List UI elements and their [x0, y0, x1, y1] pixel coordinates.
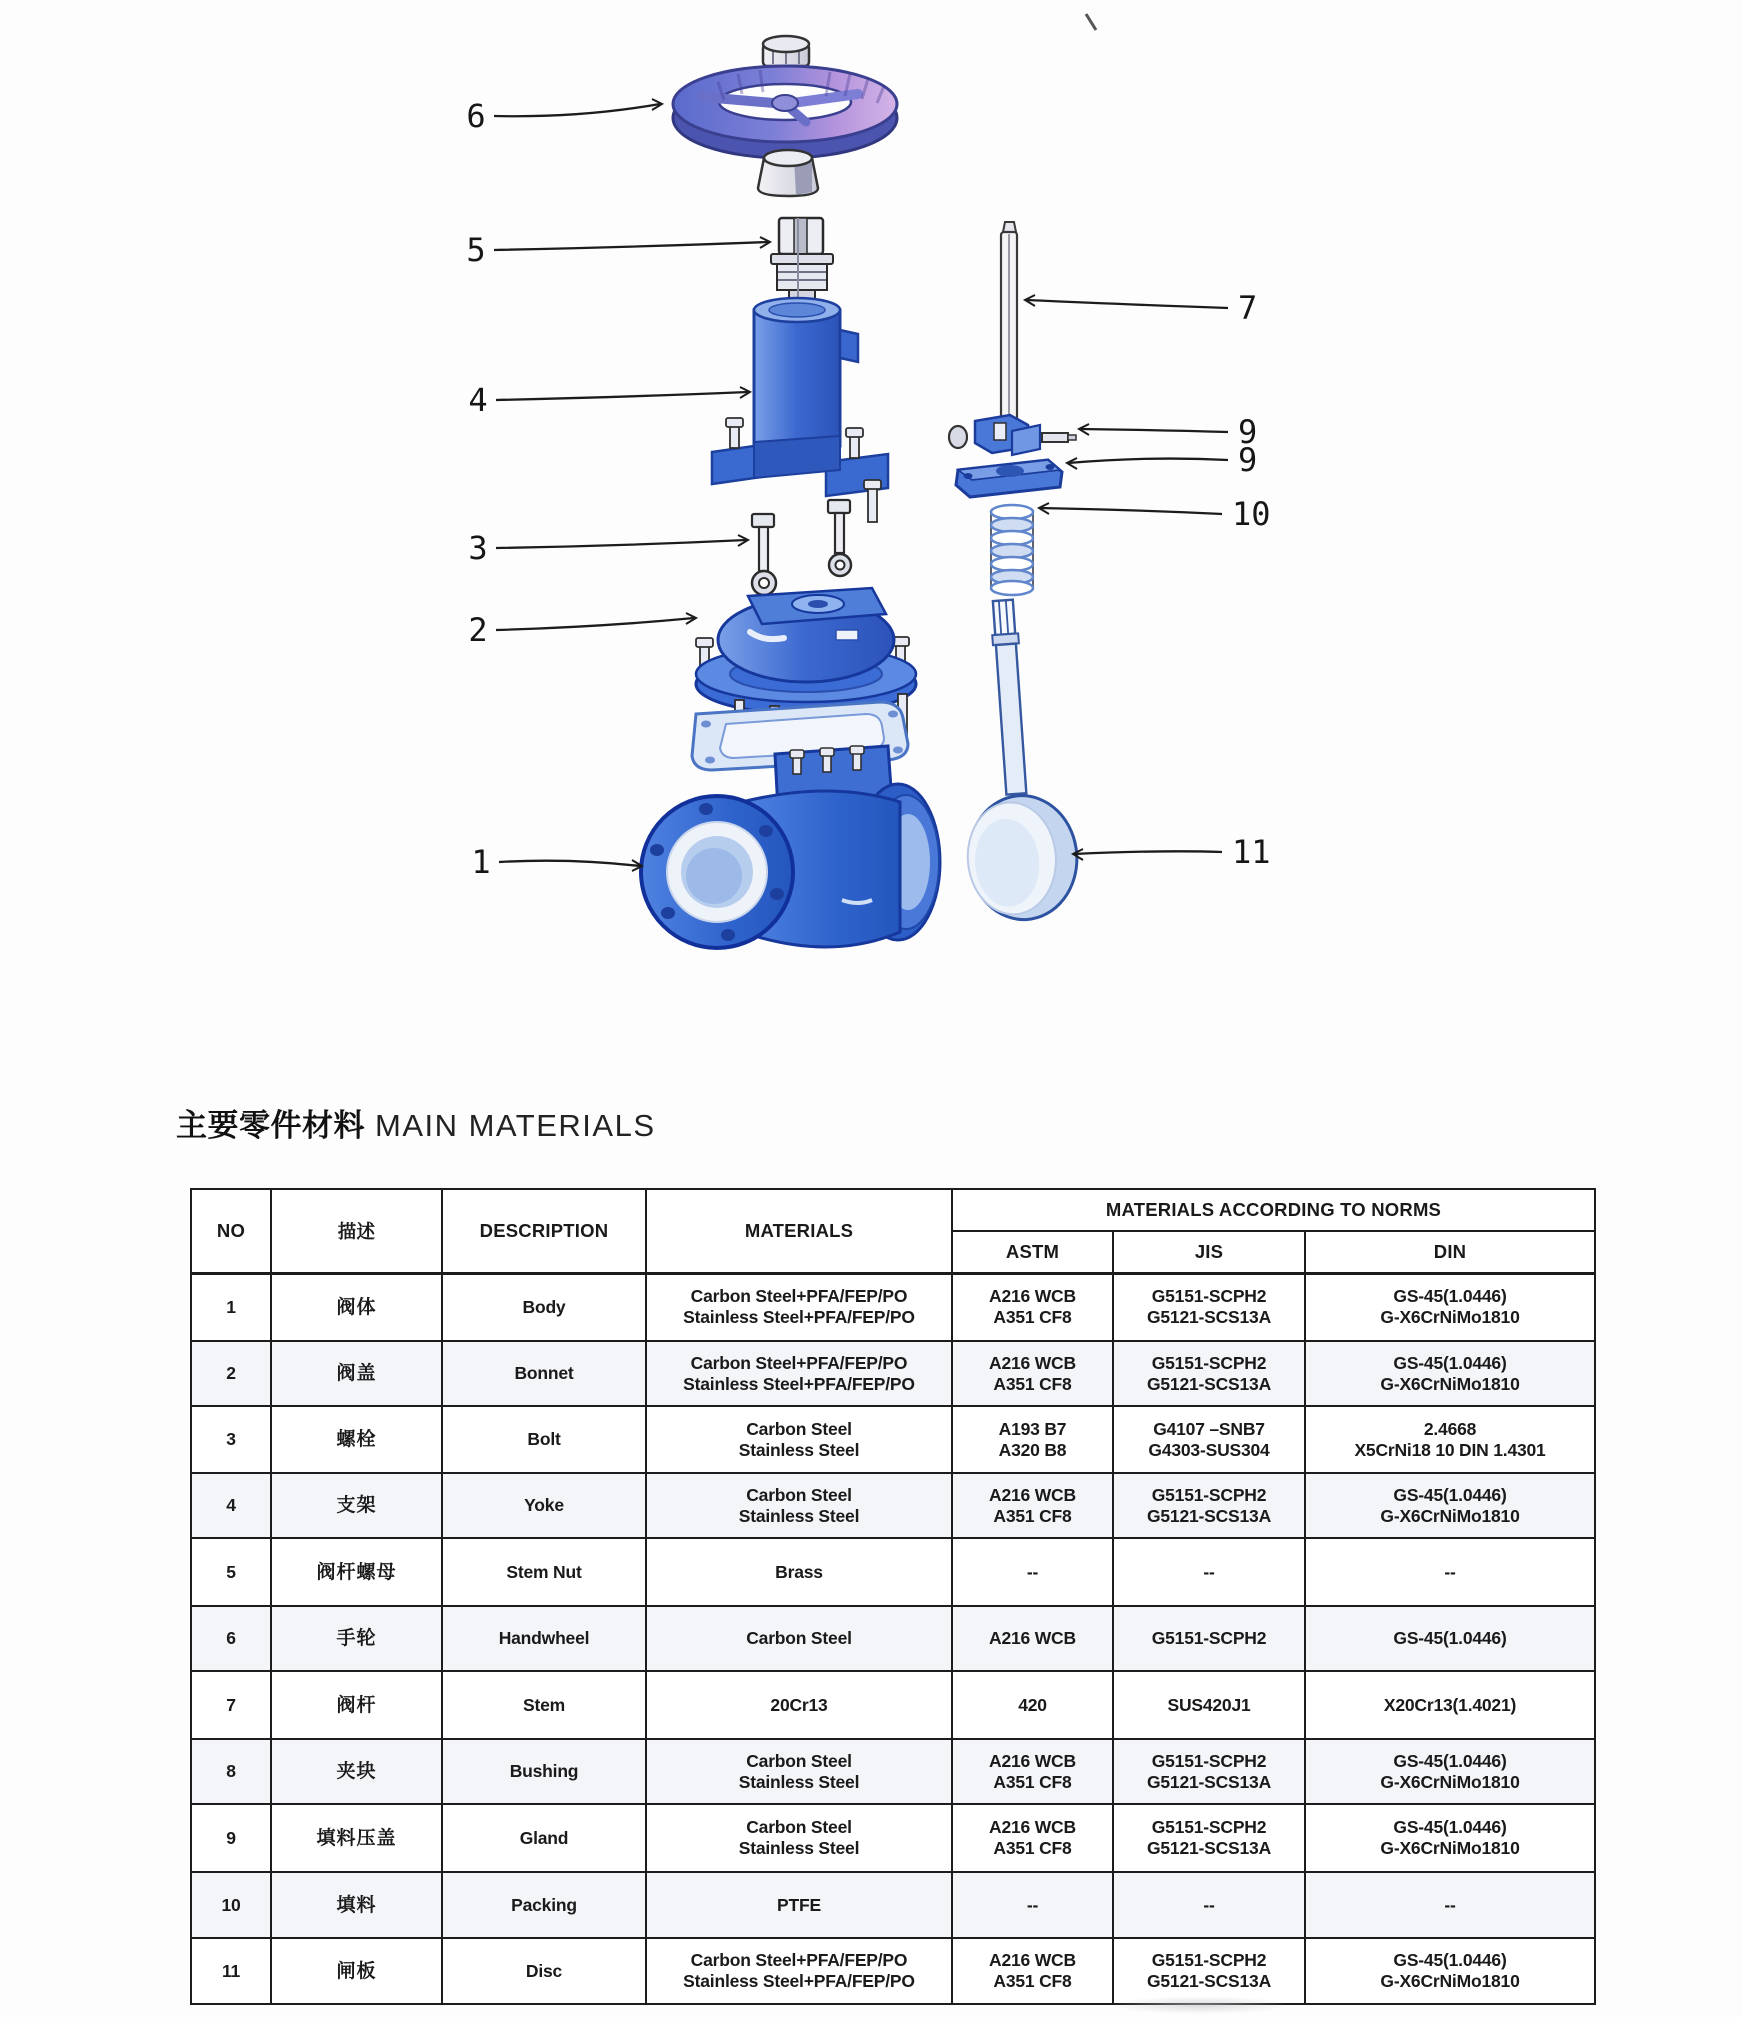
cell-astm: 420	[952, 1671, 1113, 1739]
bushing-part	[949, 415, 1076, 455]
cell-desc-cn: 闸板	[271, 1938, 442, 2004]
cell-no: 4	[191, 1473, 271, 1538]
header-no: NO	[191, 1189, 271, 1273]
yoke-part	[712, 298, 888, 522]
callout-label-packing: 10	[1232, 495, 1271, 533]
cell-materials: Carbon Steel Stainless Steel	[646, 1739, 952, 1804]
disc-part	[950, 596, 1081, 923]
top-nut-part	[763, 36, 809, 66]
cell-astm: A216 WCB A351 CF8	[952, 1273, 1113, 1341]
table-row	[191, 1406, 1595, 1473]
cell-materials: PTFE	[646, 1872, 952, 1938]
cell-din: X20Cr13(1.4021)	[1305, 1671, 1595, 1739]
cell-desc-cn: 阀盖	[271, 1341, 442, 1406]
cell-materials: 20Cr13	[646, 1671, 952, 1739]
cell-desc-en: Stem Nut	[442, 1538, 646, 1606]
cell-jis: G5151-SCPH2 G5121-SCS13A	[1113, 1273, 1305, 1341]
cell-jis: G5151-SCPH2 G5121-SCS13A	[1113, 1739, 1305, 1804]
cell-desc-cn: 填料	[271, 1872, 442, 1938]
table-row	[191, 1804, 1595, 1872]
cell-desc-en: Bushing	[442, 1739, 646, 1804]
table-row	[191, 1739, 1595, 1804]
cell-desc-cn: 支架	[271, 1473, 442, 1538]
cell-astm: A216 WCB A351 CF8	[952, 1739, 1113, 1804]
table-row	[191, 1938, 1595, 2004]
main-materials-table	[190, 1188, 1596, 2005]
table-row	[191, 1538, 1595, 1606]
callout-label-bushing: 9	[1238, 413, 1258, 451]
cell-materials: Carbon Steel Stainless Steel	[646, 1473, 952, 1538]
cell-no: 10	[191, 1872, 271, 1938]
callout-label-bonnet: 2	[468, 611, 488, 649]
cell-materials: Carbon Steel+PFA/FEP/PO Stainless Steel+PFA/FEP/PO	[646, 1938, 952, 2004]
cell-materials: Carbon Steel Stainless Steel	[646, 1406, 952, 1473]
header-astm: ASTM	[952, 1231, 1113, 1273]
wheel-cap-part	[758, 150, 818, 196]
header-norms: MATERIALS ACCORDING TO NORMS	[952, 1189, 1595, 1231]
cell-desc-en: Handwheel	[442, 1606, 646, 1671]
table-row	[191, 1341, 1595, 1406]
eye-bolt-left-part	[752, 514, 776, 595]
cell-no: 6	[191, 1606, 271, 1671]
stem-nut-part	[771, 218, 833, 300]
header-din: DIN	[1305, 1231, 1595, 1273]
handwheel-part	[673, 66, 897, 158]
cell-no: 9	[191, 1804, 271, 1872]
scan-mark	[1086, 14, 1096, 30]
cell-no: 7	[191, 1671, 271, 1739]
eye-bolt-right-part	[828, 500, 851, 576]
cell-din: --	[1305, 1538, 1595, 1606]
cell-din: GS-45(1.0446) G-X6CrNiMo1810	[1305, 1739, 1595, 1804]
table-row	[191, 1872, 1595, 1938]
cell-desc-en: Yoke	[442, 1473, 646, 1538]
cell-desc-en: Bonnet	[442, 1341, 646, 1406]
cell-jis: --	[1113, 1538, 1305, 1606]
header-materials: MATERIALS	[646, 1189, 952, 1273]
cell-desc-en: Disc	[442, 1938, 646, 2004]
cell-materials: Carbon Steel	[646, 1606, 952, 1671]
callout-label-stem-nut: 5	[466, 231, 486, 269]
cell-din: --	[1305, 1872, 1595, 1938]
cell-desc-en: Body	[442, 1273, 646, 1341]
cell-desc-cn: 阀杆	[271, 1671, 442, 1739]
cell-jis: SUS420J1	[1113, 1671, 1305, 1739]
cell-jis: G5151-SCPH2 G5121-SCS13A	[1113, 1804, 1305, 1872]
callout-label-stem: 7	[1238, 289, 1258, 327]
callout-label-disc: 11	[1232, 833, 1271, 871]
cell-desc-en: Packing	[442, 1872, 646, 1938]
cell-astm: A216 WCB A351 CF8	[952, 1341, 1113, 1406]
section-title	[176, 1100, 656, 1145]
cell-desc-cn: 螺栓	[271, 1406, 442, 1473]
cell-desc-en: Bolt	[442, 1406, 646, 1473]
cell-din: GS-45(1.0446) G-X6CrNiMo1810	[1305, 1341, 1595, 1406]
cell-desc-cn: 阀体	[271, 1273, 442, 1341]
cell-desc-cn: 填料压盖	[271, 1804, 442, 1872]
cell-jis: G5151-SCPH2	[1113, 1606, 1305, 1671]
cell-jis: G5151-SCPH2 G5121-SCS13A	[1113, 1341, 1305, 1406]
cell-din: GS-45(1.0446) G-X6CrNiMo1810	[1305, 1473, 1595, 1538]
cell-jis: G4107 –SNB7 G4303-SUS304	[1113, 1406, 1305, 1473]
cell-astm: A193 B7 A320 B8	[952, 1406, 1113, 1473]
cell-astm: --	[952, 1538, 1113, 1606]
cell-astm: A216 WCB A351 CF8	[952, 1804, 1113, 1872]
cell-jis: --	[1113, 1872, 1305, 1938]
cell-materials: Carbon Steel+PFA/FEP/PO Stainless Steel+PFA/FEP/PO	[646, 1341, 952, 1406]
cell-jis: G5151-SCPH2 G5121-SCS13A	[1113, 1473, 1305, 1538]
gland-part	[956, 460, 1062, 497]
callout-label-bolt: 3	[468, 529, 488, 567]
cell-desc-cn: 手轮	[271, 1606, 442, 1671]
scan-smudge	[1110, 1996, 1290, 2014]
section-title-cjk: 主要零件材料	[176, 1108, 365, 1143]
callout-label-handwheel: 6	[466, 97, 486, 135]
cell-desc-en: Stem	[442, 1671, 646, 1739]
cell-din: GS-45(1.0446) G-X6CrNiMo1810	[1305, 1938, 1595, 2004]
cell-no: 11	[191, 1938, 271, 2004]
header-jis: JIS	[1113, 1231, 1305, 1273]
cell-desc-cn: 夹块	[271, 1739, 442, 1804]
cell-no: 3	[191, 1406, 271, 1473]
cell-materials: Brass	[646, 1538, 952, 1606]
header-description: DESCRIPTION	[442, 1189, 646, 1273]
cell-astm: A216 WCB	[952, 1606, 1113, 1671]
table-row	[191, 1273, 1595, 1341]
table-row	[191, 1671, 1595, 1739]
cell-materials: Carbon Steel Stainless Steel	[646, 1804, 952, 1872]
callout-label-body: 1	[471, 843, 491, 881]
table-row	[191, 1473, 1595, 1538]
section-title-en: MAIN MATERIALS	[375, 1108, 656, 1143]
cell-desc-en: Gland	[442, 1804, 646, 1872]
valve-body-part	[641, 746, 940, 948]
cell-din: GS-45(1.0446) G-X6CrNiMo1810	[1305, 1273, 1595, 1341]
cell-no: 1	[191, 1273, 271, 1341]
header-desc-cn: 描述	[271, 1189, 442, 1273]
callout-label-gland: 9	[1238, 441, 1258, 479]
cell-materials: Carbon Steel+PFA/FEP/PO Stainless Steel+PFA/FEP/PO	[646, 1273, 952, 1341]
table-row	[191, 1606, 1595, 1671]
cell-no: 8	[191, 1739, 271, 1804]
cell-jis: G5151-SCPH2 G5121-SCS13A	[1113, 1938, 1305, 2004]
cell-desc-cn: 阀杆螺母	[271, 1538, 442, 1606]
cell-astm: A216 WCB A351 CF8	[952, 1473, 1113, 1538]
cell-din: GS-45(1.0446)	[1305, 1606, 1595, 1671]
cell-astm: --	[952, 1872, 1113, 1938]
stem-part	[999, 222, 1019, 444]
callout-label-yoke: 4	[468, 381, 488, 419]
packing-spring-part	[991, 505, 1033, 595]
cell-din: GS-45(1.0446) G-X6CrNiMo1810	[1305, 1804, 1595, 1872]
cell-no: 2	[191, 1341, 271, 1406]
cell-no: 5	[191, 1538, 271, 1606]
cell-din: 2.4668 X5CrNi18 10 DIN 1.4301	[1305, 1406, 1595, 1473]
cell-astm: A216 WCB A351 CF8	[952, 1938, 1113, 2004]
